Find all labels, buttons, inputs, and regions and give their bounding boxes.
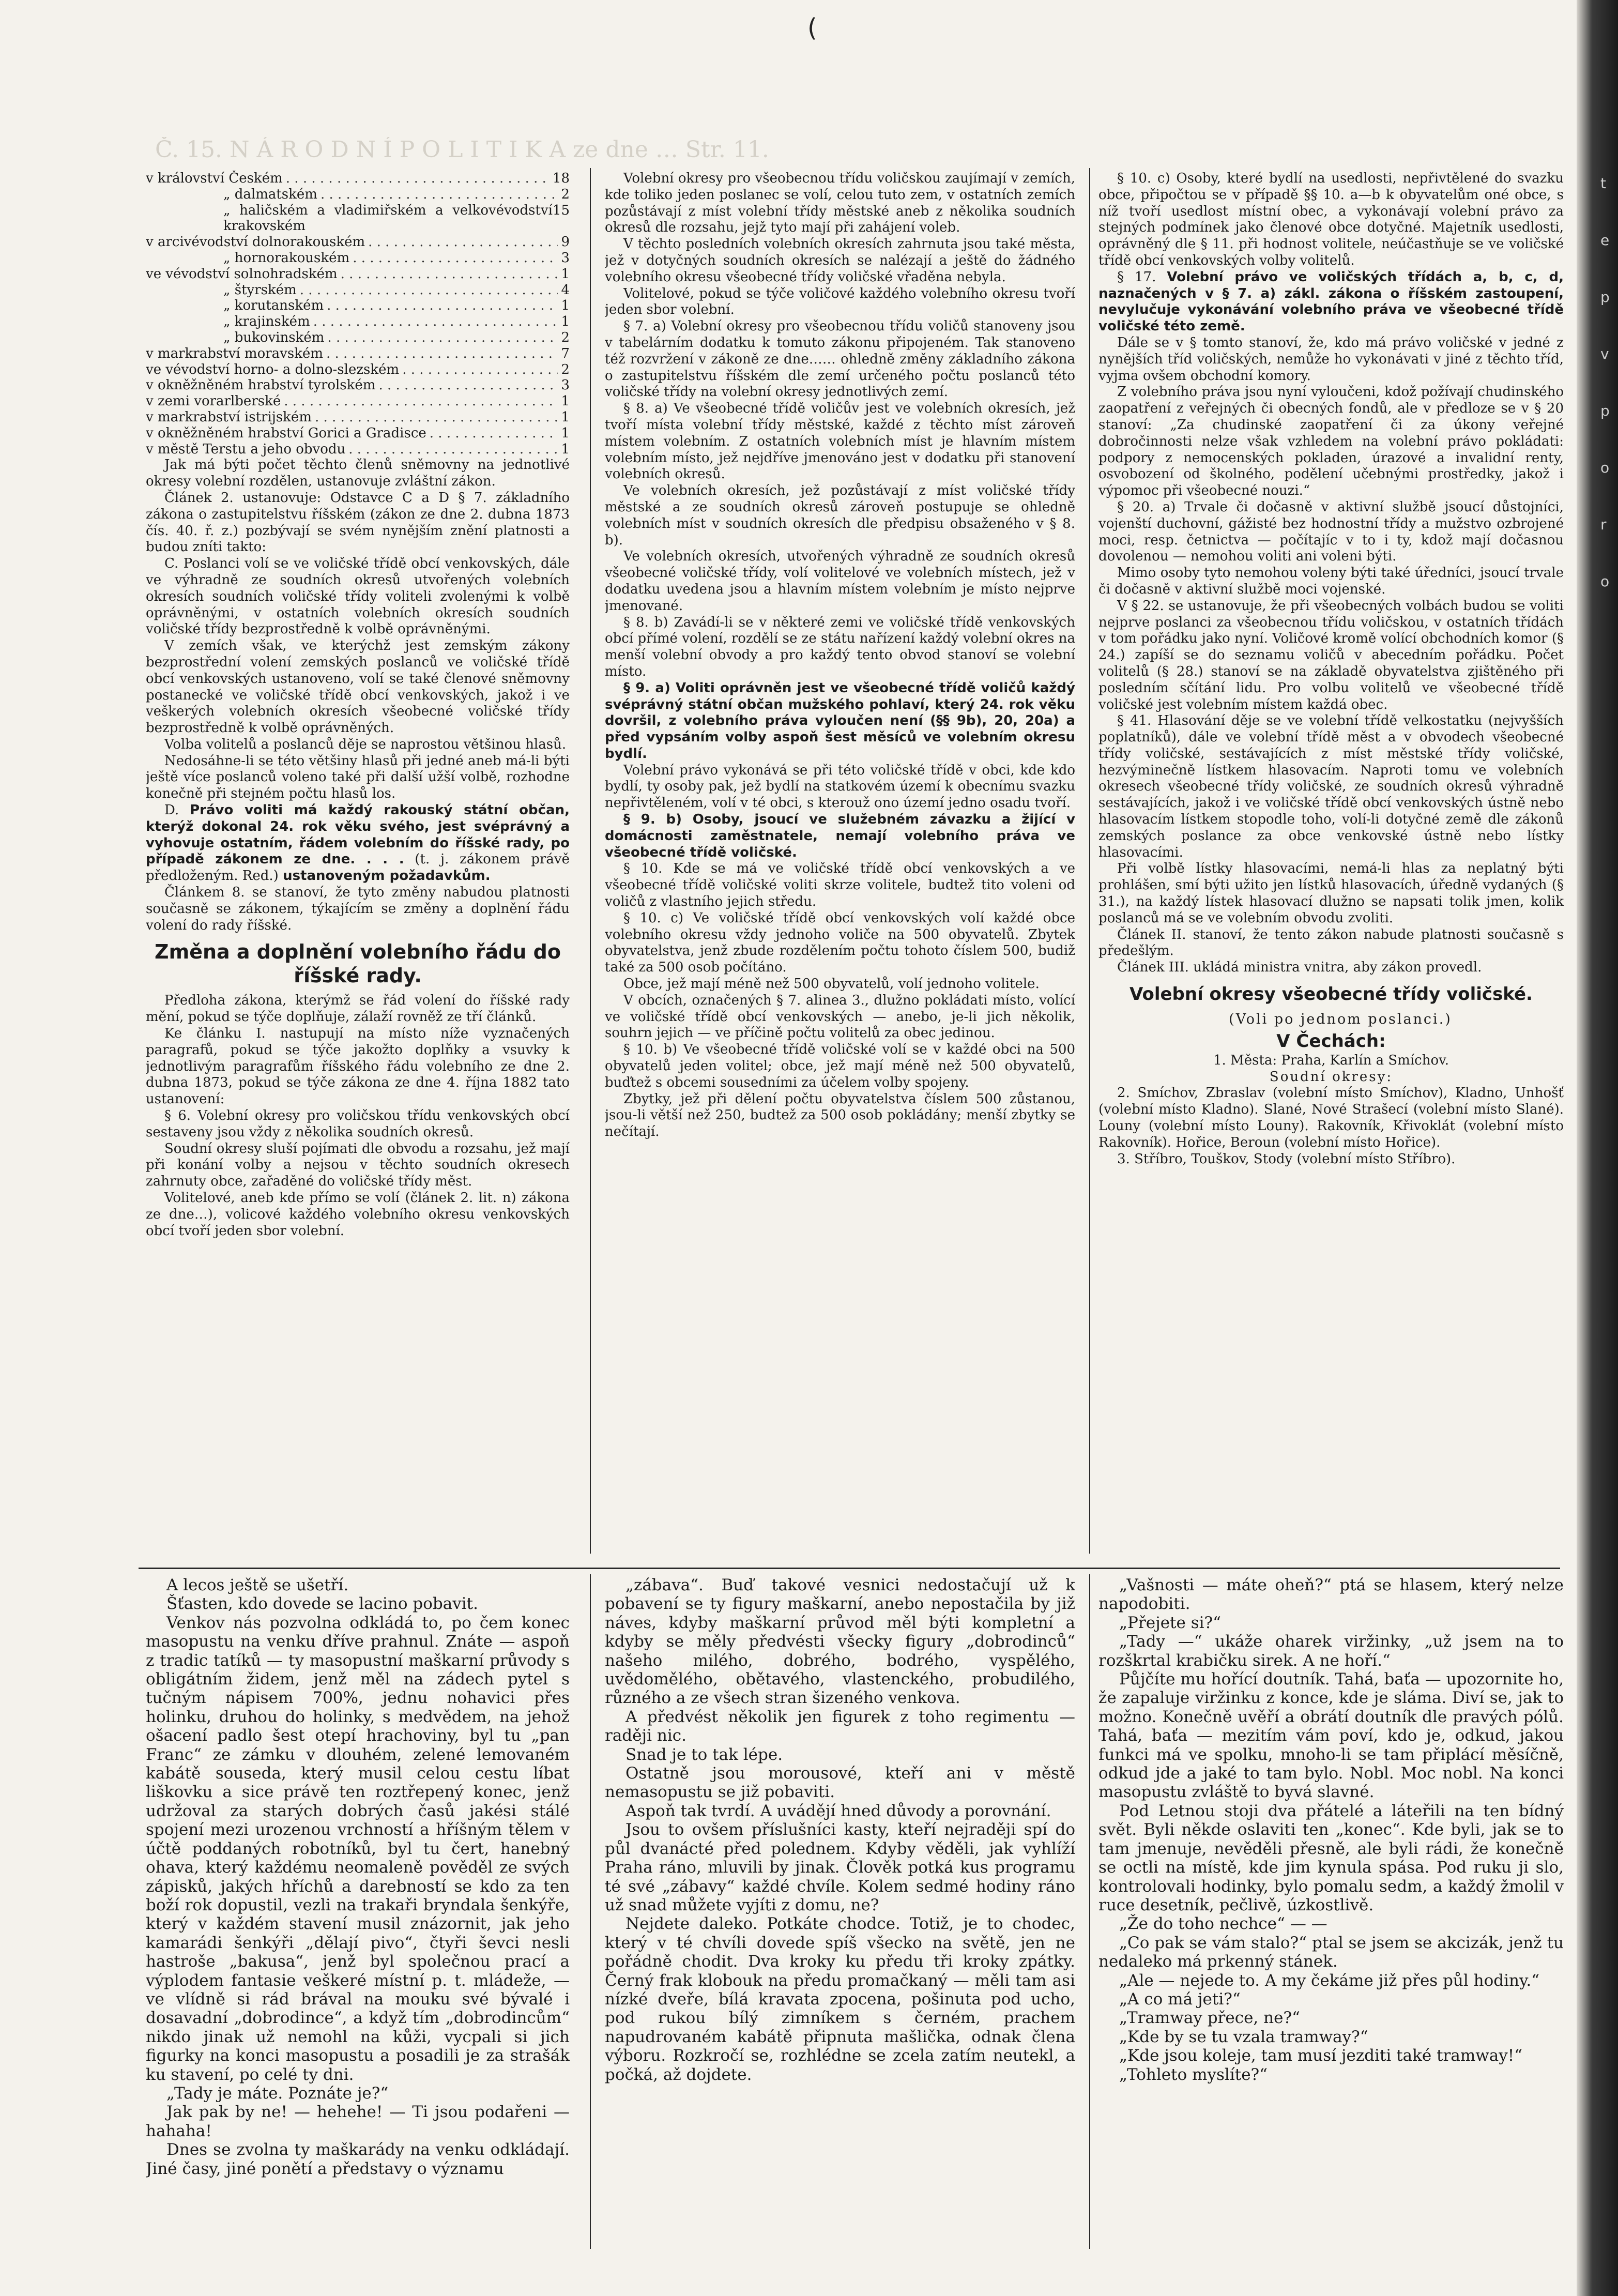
paragraph: „Přejete si?“ bbox=[1119, 1613, 1221, 1632]
edge-char: t bbox=[1600, 175, 1606, 192]
column-3 bbox=[1098, 171, 1564, 1564]
paragraph: „A co má jeti?“ bbox=[1119, 1989, 1241, 2009]
paragraph: Volební právo vykonává se při této voličské třídě v obci, kde kdo bydlí, ty osoby pak, jež bydlí na statkovém území k obecnímu svazku nepřivtěleném, volí v té obci, s kterouž ono území jedno osadu tvoří. bbox=[605, 762, 1075, 811]
paragraph: A předvést několik jen figurek z toho regimentu — raději nic. bbox=[605, 1707, 1075, 1745]
paragraph: Pod Letnou stoji dva přátelé a láteřili na ten bídný svět. Byli někde oslaviti ten „konec“. Kde byli, jak se to tam jmenuje, nevěděli přesně, ale byli rádi, že konečně se octli na místě, kde jim kynula spása. Pod ruku ji slo, kontrolovali hodinky, bylo pomalu sedm, a každý žmolil v ruce desetník, pečlivě, úzkostlivě. bbox=[1098, 1801, 1564, 1914]
paragraph: Ve volebních okresích, jež pozůstávají z míst voličské třídy městské a ze soudních okresů zároveň postupuje se ohledně volebních míst v soudních okresích dle předpisu obsaženého v § 8. b). bbox=[605, 483, 1075, 548]
paragraph: Mimo osoby tyto nemohou voleny býti také úředníci, jsoucí trvale či dočasně v aktivní službě moci vojenské. bbox=[1098, 565, 1564, 597]
paragraph: Předloha zákona, kterýmž se řád volení do říšské rady mění, pokud se týče doplňuje, zálaží rovněž ze tří článků. bbox=[146, 993, 570, 1025]
paragraph: V těchto posledních volebních okresích zahrnuta jsou také města, jež v dotyčných soudních okresích se nalézají a ještě do žádného volebního okresu všeobecné třídy voličské vřaděna nebyla. bbox=[605, 236, 1075, 285]
paragraph: „Tady —“ ukáže oharek viržinky, „už jsem na to rozškrtal krabičku sirek. A ne hoří.“ bbox=[1098, 1632, 1564, 1670]
paragraph: Při volbě lístky hlasovacími, nemá-li hlas za neplatný býti prohlášen, smí býti užito jen lístků hlasovacích, úředně vydaných (§ 31.), na každý lístek hlasovací dlužno se napsati tolik jmen, kolik poslanců má se ve volebním obvodu zvoliti. bbox=[1098, 861, 1564, 926]
paragraph: Snad je to tak lépe. bbox=[625, 1745, 783, 1764]
paragraph: V § 22. se ustanovuje, že při všeobecných volbách budou se voliti nejprve poslanci za všeobecnou třídu voličskou, v ostatních třídách v tom pořádku jako nyní. Voličové kromě volící obchodních komor (§ 24.) zapíší se do seznamu voličů v abecedním pořádku. Počet volitelů (§ 28.) stanoví se na základě obyvatelstva zjištěného při posledním sčítání lidu. Pro volbu volitelů ve všeobecné třídě voličské jest volebním místem každá obec. bbox=[1098, 598, 1564, 712]
edge-char: o bbox=[1600, 573, 1610, 590]
list-row: „ štyrském . . . 4 bbox=[146, 282, 570, 298]
section-heading: Změna a doplnění volebního řádu do říšské rady. bbox=[155, 940, 561, 987]
paragraph: Volební okresy pro všeobecnou třídu voličskou zaujímají v zemích, kde toliko jeden poslanec se volí, celou tuto zem, v ostatních zemích pozůstávají z míst volební třídy městské aneb z několika soudních okresů dle rozsahu, jejž tyto mají při zahájení voleb. bbox=[605, 171, 1075, 236]
list-row: „ bukovinském . . . 2 bbox=[146, 330, 570, 346]
paragraph: § 10. c) Ve voličské třídě obcí venkovských volí každé obce volebního okresu vždy jednoho voliče na 500 obyvatelů. Zbytek obyvatelstva, jenž zbude rozdělením počtu tohoto číslem 500, budiž také za 500 osob počítáno. bbox=[605, 910, 1075, 976]
paragraph: § 17. Volební právo ve voličských třídách a, b, c, d, naznačených v § 7. a) zákl. zákona o říšském zastoupení, nevylučuje vykonávání volebního práva ve všeobecné třídě voličské této země. bbox=[1098, 269, 1564, 334]
paragraph: Článek III. ukládá ministra vnitra, aby zákon provedl. bbox=[1117, 960, 1482, 976]
emphasis: Volební právo ve voličských třídách a, b, c, d, naznačených v § 7. a) zákl. zákona o říšském zastoupení, nevylučuje vykonávání volebního práva ve všeobecné třídě voličské této země. bbox=[1098, 269, 1564, 334]
district-list-item: 2. Smíchov, Zbraslav (volební místo Smíchov), Kladno, Unhošť (volební místo Kladno). Slané, Nové Strašecí (volební místo Slané). Louny (volební místo Louny). Rakovník, Křivoklát (volební místo Rakovník). Hořice, Beroun (volební místo Hořice). bbox=[1098, 1085, 1564, 1150]
emphasis: ustanoveným požadavkům. bbox=[283, 868, 491, 884]
paragraph: Článek II. stanoví, že tento zákon nabude platnosti současně s předešlým. bbox=[1098, 926, 1564, 959]
paragraph: Obce, jež mají méně než 500 obyvatelů, volí jednoho volitele. bbox=[623, 976, 1040, 992]
paragraph: „Vašnosti — máte oheň?“ ptá se hlasem, který nelze napodobiti. bbox=[1098, 1576, 1564, 1614]
paragraph: „Ale — nejede to. A my čekáme již přes půl hodiny.“ bbox=[1119, 1971, 1540, 1990]
paragraph: Jak pak by ne! — hehehe! — Ti jsou podařeni — hahaha! bbox=[146, 2103, 570, 2140]
region-heading: V Čechách: bbox=[1276, 1030, 1386, 1052]
page-corner-mark: ( bbox=[807, 13, 817, 42]
list-row: „ haličském a vladimiřském a velkovévodství krakovském 15 bbox=[223, 202, 570, 234]
edge-char: v bbox=[1600, 345, 1609, 362]
list-row: v království Českém . . . 18 bbox=[146, 171, 570, 187]
paragraph: A lecos ještě se ušetří. bbox=[166, 1576, 349, 1594]
paragraph: V obcích, označených § 7. alinea 3., dlužno pokládati místo, volící ve voličské třídě obcí venkovských — anebo, je-li jich několik, souhrn jejich — ve příčině počtu volitelů za obec jedinou. bbox=[605, 992, 1075, 1041]
paragraph: Dále se v § tomto stanoví, že, kdo má právo voličské v jedné z nynějších tříd voličských, nemůže ho vykonávati v jiné z těchto tříd, vyjma ovšem obchodní komory. bbox=[1098, 334, 1564, 384]
paragraph: Nedosáhne-li se této většiny hlasů při jedné aneb má-li býti ještě více poslanců voleno také při další užší volbě, rozhodne konečně při stejném počtu hlasů los. bbox=[146, 753, 570, 802]
emphasis: Právo voliti má každý rakouský státní občan, kterýž dokonal 24. rok věku svého, jest svéprávný a vyhovuje ostatním, řádem volebním do říšské rady, po případě zákonem ze dne. . . . bbox=[146, 802, 570, 868]
paragraph: Volitelové, pokud se týče voličové každého volebního okresu tvoří jeden sbor volební. bbox=[605, 285, 1075, 318]
column-2 bbox=[605, 171, 1075, 1564]
list-row: v městě Terstu a jeho obvodu . . . 1 bbox=[146, 442, 570, 458]
edge-char: e bbox=[1600, 232, 1610, 249]
feuilleton-column-1 bbox=[146, 1576, 570, 2248]
paragraph: Nejdete daleko. Potkáte chodce. Totiž, je to chodec, který v té chvíli dovede spíš všecko na světě, jen ne pořádně chodit. Dva kroky ku předu tři kroky zpátky. Černý frak klobouk na předu promačkaný — měli tam asi nízké dveře, bílá kravata zpocena, pošinuta pod ucho, pod rukou bílý zimníkem s černém, prachem napudrovaném kabátě připnuta mašlička, odnak člena výboru. Rozkročí se, rozhlédne se zcela zatím neutekl, a počká, až dojdete. bbox=[605, 1914, 1075, 2084]
paragraph: Ve volebních okresích, utvořených výhradně ze soudních okresů všeobecné voličské třídy, volí volitelové ve volebních místech, jež v dodatku uvedena jsou a hlavním místem volebním je místo nejprve jmenované. bbox=[605, 549, 1075, 614]
list-row: ve vévodství horno- a dolno-slezském . . . 2 bbox=[146, 362, 570, 378]
feuilleton-column-3 bbox=[1098, 1576, 1564, 2248]
section-subheading: (Voli po jednom poslanci.) bbox=[1229, 1011, 1452, 1028]
paragraph: § 6. Volební okresy pro voličskou třídu venkovských obcí sestaveny jsou vždy z několika soudních okresů. bbox=[146, 1108, 570, 1140]
paragraph: Volitelové, aneb kde přímo se volí (článek 2. lit. n) zákona ze dne…), volicové každého volebního okresu venkovských obcí tvoří jeden sbor volební. bbox=[146, 1190, 570, 1239]
section-heading: Volební okresy všeobecné třídy voličské. bbox=[1129, 984, 1533, 1005]
paragraph: § 8. b) Zavádí-li se v některé zemi ve voličské třídě venkovských obcí přímé volení, rozdělí se ze státu nařízení každý volební okres na menší volební obvody a pro každý tento obvod stanoví se volební místo. bbox=[605, 614, 1075, 679]
paragraph: § 8. a) Ve všeobecné třídě voličův jest ve volebních okresích, jež tvoří místa volební třídy městské, každé z těchto míst zároveň místem volebním. Z ostatních volebních míst je hlavním místem volebním místo, jež nejdříve jmenováno jest v dodatku při stanovení volebních okresů. bbox=[605, 401, 1075, 482]
feuilleton-column-2 bbox=[605, 1576, 1075, 2248]
paragraph: Volba volitelů a poslanců děje se naprostou většinou hlasů. bbox=[164, 736, 567, 752]
paragraph: Ke článku I. nastupují na místo níže vyznačených paragrafů, pokud se týče jakožto doplňky a vsuvky k jednotlivým paragrafům říšského řádu volebního ze dne 2. dubna 1873, pokud se týče zákona ze dne 4. října 1882 tato ustanovení: bbox=[146, 1026, 570, 1107]
paragraph: Zbytky, jež při dělení počtu obyvatelstva číslem 500 zůstanou, jsou-li větší než 250, budtež za 500 osob pokládány; menší zbytky se nečítají. bbox=[605, 1091, 1075, 1140]
column-rule bbox=[590, 1574, 591, 2249]
paragraph: C. Poslanci volí se ve voličské třídě obcí venkovských, dále ve výhradně ze soudních okresů utvořených volebních okresích soudních voličské třídy voliteli zvolenými k volbě oprávněnými, v ostatních volebních okresích soudních voličské třídy bezprostředně k volbě oprávněnými. bbox=[146, 556, 570, 637]
paragraph: Půjčíte mu hořící doutník. Tahá, baťa — upozornite ho, že zapaluje viržinku z konce, kde je sláma. Diví se, jak to možno. Konečně uvěří a obrátí doutník dle pravých pólů. Tahá, baťa — mezitím vám poví, kdo je, odkud, jakou funkci má ve spolku, mnoho-li se tam připlácí měsíčně, odkud jde a jaké to tam bylo. Nobl. Moc nobl. Na konci masopustu zvláště to byvá slavné. bbox=[1098, 1670, 1564, 1802]
paragraph: „Tady je máte. Poznáte je?“ bbox=[166, 2084, 389, 2103]
list-row: v markrabství moravském . . . 7 bbox=[146, 346, 570, 362]
cut-off-edge-text bbox=[1600, 155, 1616, 610]
paragraph: „Že do toho nechce“ — — bbox=[1119, 1914, 1327, 1934]
list-row: v markrabství istrijském . . . 1 bbox=[146, 409, 570, 425]
column-1 bbox=[146, 171, 570, 1564]
column-rule bbox=[590, 168, 591, 1554]
paragraph: § 10. c) Osoby, které bydlí na usedlosti, nepřivtělené do svazku obce, připočtou se v případě §§ 10. a—b k obyvatelům oné obce, s níž tvoří usedlost místní obec, a vykonávají volební právo za stejných podmínek jako členové obce dotyčné. Majetník usedlosti, oprávněný dle § 11. při hodnost volitele, neúčastňuje se ve voličské třídě obcí venkovských volby volitelů. bbox=[1098, 171, 1564, 268]
seat-allocation-list bbox=[146, 171, 570, 457]
paragraph: § 20. a) Trvale či dočasně v aktivní službě jsoucí důstojníci, vojenští duchovní, gážisté bez hodnostní třídy a mužstvo ozbrojené moci, resp. četnictva — počítajíc v to i ty, kdož mají dočasnou dovolenou — nemohou voliti ani voleni býti. bbox=[1098, 499, 1564, 565]
list-row: v okněžněném hrabství Gorici a Gradisce . . . 1 bbox=[146, 425, 570, 442]
paragraph: Článek 2. ustanovuje: Odstavce C a D § 7. základního zákona o zastupitelstvu říšském (zákon ze dne 2. dubna 1873 čís. 40. ř. z.) pozbývají se svém nynějším znění platnosti a budou zníti takto: bbox=[146, 490, 570, 555]
bleed-through-header: Č. 15. N Á R O D N Í P O L I T I K A ze dne … Str. 11. bbox=[155, 137, 769, 163]
list-row: „ korutanském . . . 1 bbox=[146, 298, 570, 314]
list-row: „ hornorakouském . . . 3 bbox=[146, 250, 570, 266]
list-row: v okněžněném hrabství tyrolském . . . 3 bbox=[146, 377, 570, 393]
paragraph: D. Právo voliti má každý rakouský státní občan, kterýž dokonal 24. rok věku svého, jest svéprávný a vyhovuje ostatním, řádem volebním do říšské rady, po případě zákonem ze dne. . . . (t. j. zákonem právě předloženým. Red.) ustanoveným požadavkům. bbox=[146, 802, 570, 884]
paragraph: Jak má býti počet těchto členů sněmovny na jednotlivé okresy volební rozdělen, ustanovuje zvláštní zákon. bbox=[146, 457, 570, 490]
paragraph-emphasis: § 9. a) Voliti oprávněn jest ve všeobecné třídě voličů každý svéprávný státní občan mužského pohlaví, který 24. rok věku dovršil, z volebního práva vyloučen není (§§ 9b), 20, 20a) a před vypsáním volby aspoň šest měsíců ve volebním okresu bydlí. bbox=[605, 680, 1075, 762]
paragraph: „zábava“. Buď takové vesnici nedostačují už k pobavení se ty figury maškarní, anebo nepostačila by již náves, kdyby maškarní průvod měl býti kompletní a kdyby se měly předvésti všecky figury „dobrodinců“ našeho milého, dobrého, bodrého, vyspělého, uvědomělého, obětavého, vlastenckého, probudilého, různého a ze všech stran šizeného venkova. bbox=[605, 1576, 1075, 1708]
paragraph: Z volebního práva jsou nyní vyloučeni, kdož požívají chudinského zaopatření z veřejných či obecných fondů, ale v předloze se v § 20 stanoví: „Za chudinské zaopatření či za úkony veřejné dobročinnosti nelze však vzhledem na volební právo pokládati: podpory z nemocenských pokladen, úrazové a invalidní renty, osvobození od školného, podělení učebnými prostředky, jakož i výpomoc při všeobecné nouzi.“ bbox=[1098, 384, 1564, 499]
paragraph: Dnes se zvolna ty maškarády na venku odkládají. Jiné časy, jiné ponětí a představy o významu bbox=[146, 2140, 570, 2178]
paragraph: Soudní okresy sluší pojímati dle obvodu a rozsahu, jež mají při konání volby a nejsou v těchto soudních okresech zahrnuty obce, zařaděné do voličské třídy měst. bbox=[146, 1141, 570, 1190]
list-row: v arcivévodství dolnorakouském . . . 9 bbox=[146, 234, 570, 250]
paragraph: „Kde by se tu vzala tramway?“ bbox=[1119, 2027, 1368, 2046]
district-list-item: 1. Města: Praha, Karlín a Smíchov. bbox=[1213, 1052, 1449, 1068]
paragraph: § 7. a) Volební okresy pro všeobecnou třídu voličů stanoveny jsou v tabelárním dodatku k tomuto zákonu připojeném. Tak stanoveno též rozvržení v zákoně ze dne…… ohledně změny základního zákona o zastupitelstvu říšském dle zemí určeného počtu poslanců této voličské třídy na volební okresy jednotlivých zemí. bbox=[605, 318, 1075, 400]
district-subheading: Soudní okresy: bbox=[1269, 1069, 1393, 1085]
edge-char: o bbox=[1600, 459, 1610, 476]
paragraph: „Tramway přece, ne?“ bbox=[1119, 2009, 1300, 2028]
edge-char: r bbox=[1600, 516, 1607, 533]
paragraph: Článkem 8. se stanoví, že tyto změny nabudou platnosti současně se zákonem, týkajícím se změny a doplnění řádu volení do rady říšské. bbox=[146, 885, 570, 933]
paragraph: Jsou to ovšem příslušníci kasty, kteří nejraději spí do půl dvanácté před polednem. Kdyby věděli, jak vyhlíží Praha ráno, mluvili by jinak. Člověk potká kus programu té své „zábavy“ každé chvíle. Kolem sedmé hodiny ráno už snad můžete vyjíti z domu, ne? bbox=[605, 1820, 1075, 1914]
paragraph: § 10. Kde se má ve voličské třídě obcí venkovských a ve všeobecné třídě voličské voliti skrze volitele, budtež tito voleni od voličů z vlastního jejich středu. bbox=[605, 861, 1075, 910]
paragraph: Venkov nás pozvolna odkládá to, po čem konec masopustu na venku dříve prahnul. Znáte — aspoň z tradic tatíků — ty masopustní maškarní průvody s obligátním židem, jenž měl na zádech pytel s tučným nápisem 700%, jednu nohavici přes holinku, druhou do holinky, s medvědem, na jehož ošacení padlo šest otepí hrachoviny, byl tu „pan Franc“ ze zámku v dlouhém, zelené lemovaném kabátě souseda, který musil celou cestu líbat liškovku a sice právě ten roztřepený konec, jenž udržoval za starých dobrých časů jakési stálé spojení mezi urozenou vrchností a hříšným tělem v účtě poddaných robotníků, byl tu čert, hanebný ohava, který každému neomaleně pověděl ze svých zápisků, jakých hříchů a darebností se kdo za ten boží rok dopustil, vezli na trakaři bryndala šenkýře, který v každém stavení musil znázornit, jak jeho kamarádi šenkýři „dělají pivo“, čtyři ševci nesli hastroše „bakusa“, jenž byl společnou prací a výplodem fantasie veškeré místní p. t. mládeže, — ve vlídně si rád brával na mouku své bývalé i dosavadní „dobrodince“, a když tím „dobrodincům“ nikdo jinak už nemohl na kůži, vycpali si jich figurky na konci masopustu a posadili je za strašák ku stavení, po celé ty dni. bbox=[146, 1613, 570, 2084]
list-row: v zemi vorarlberské . . . 1 bbox=[146, 393, 570, 409]
paragraph: § 10. b) Ve všeobecné třídě voličské volí se v každé obci na 500 obyvatelů jeden volitel; obce, jež mají méně než 500 obyvatelů, buďtež s obcemi sousedními za účelem volby spojeny. bbox=[605, 1042, 1075, 1090]
list-row: „ krajinském . . . 1 bbox=[146, 314, 570, 330]
list-row: „ dalmatském . . . 2 bbox=[146, 187, 570, 203]
paragraph: „Tohleto myslíte?“ bbox=[1119, 2065, 1268, 2084]
feuilleton-divider bbox=[139, 1568, 1560, 1569]
paragraph: „Kde jsou koleje, tam musí jezditi také tramway!“ bbox=[1119, 2046, 1523, 2065]
paragraph: „Co pak se vám stalo?“ ptal se jsem se akcizák, jenž tu nedaleko má prkenný stánek. bbox=[1098, 1933, 1564, 1971]
column-rule bbox=[1089, 1574, 1090, 2249]
edge-char: p bbox=[1600, 288, 1610, 306]
edge-char: p bbox=[1600, 402, 1610, 419]
list-row: ve vévodství solnohradském . . . 1 bbox=[146, 266, 570, 282]
paragraph: Ostatně jsou morousové, kteří ani v městě nemasopustu se již pobaviti. bbox=[605, 1764, 1075, 1802]
paragraph: V zemích však, ve kterýchž jest zemským zákony bezprostřední volení zemských poslanců ve voličské třídě obcí venkovských ustanoveno, volí se také členové sněmovny postanecké ve voličské třídě obcí venkovských, jakož i ve veškerých volebních okresích všeobecné voličské třídy bezprostředně k volbě oprávněných. bbox=[146, 638, 570, 736]
paragraph: Aspoň tak tvrdí. A uvádějí hned důvody a porovnání. bbox=[625, 1801, 1051, 1820]
column-rule bbox=[1089, 168, 1090, 1554]
paragraph-emphasis: § 9. b) Osoby, jsoucí ve služebném závazku a žijící v domácnosti zaměstnatele, nemají volebního práva ve všeobecné třídě voličské. bbox=[605, 812, 1075, 860]
paragraph: § 41. Hlasování děje se ve volební třídě velkostatku (nejvyšších poplatníků), dále ve volební třídě měst a v obvodech všeobecné třídy voličské, sestávajících z míst městské třídy voličské, hezvýminečně lístkem hlasovacím. Naproti tomu ve volebních okresech všeobecné třídy voličské, ze soudních okresů výhradně sestávajících, jakož i ve voličské třídě obcí venkovských ústně nebo hlasovacím lístkem stopodle toho, volí-li dotyčné země dle zákonů zemských poslance za obce venkovské ústně nebo lístky hlasovacími. bbox=[1098, 713, 1564, 860]
paragraph: Šťasten, kdo dovede se lacino pobavit. bbox=[166, 1594, 478, 1614]
district-list-item: 3. Stříbro, Touškov, Stody (volební místo Stříbro). bbox=[1117, 1151, 1456, 1167]
